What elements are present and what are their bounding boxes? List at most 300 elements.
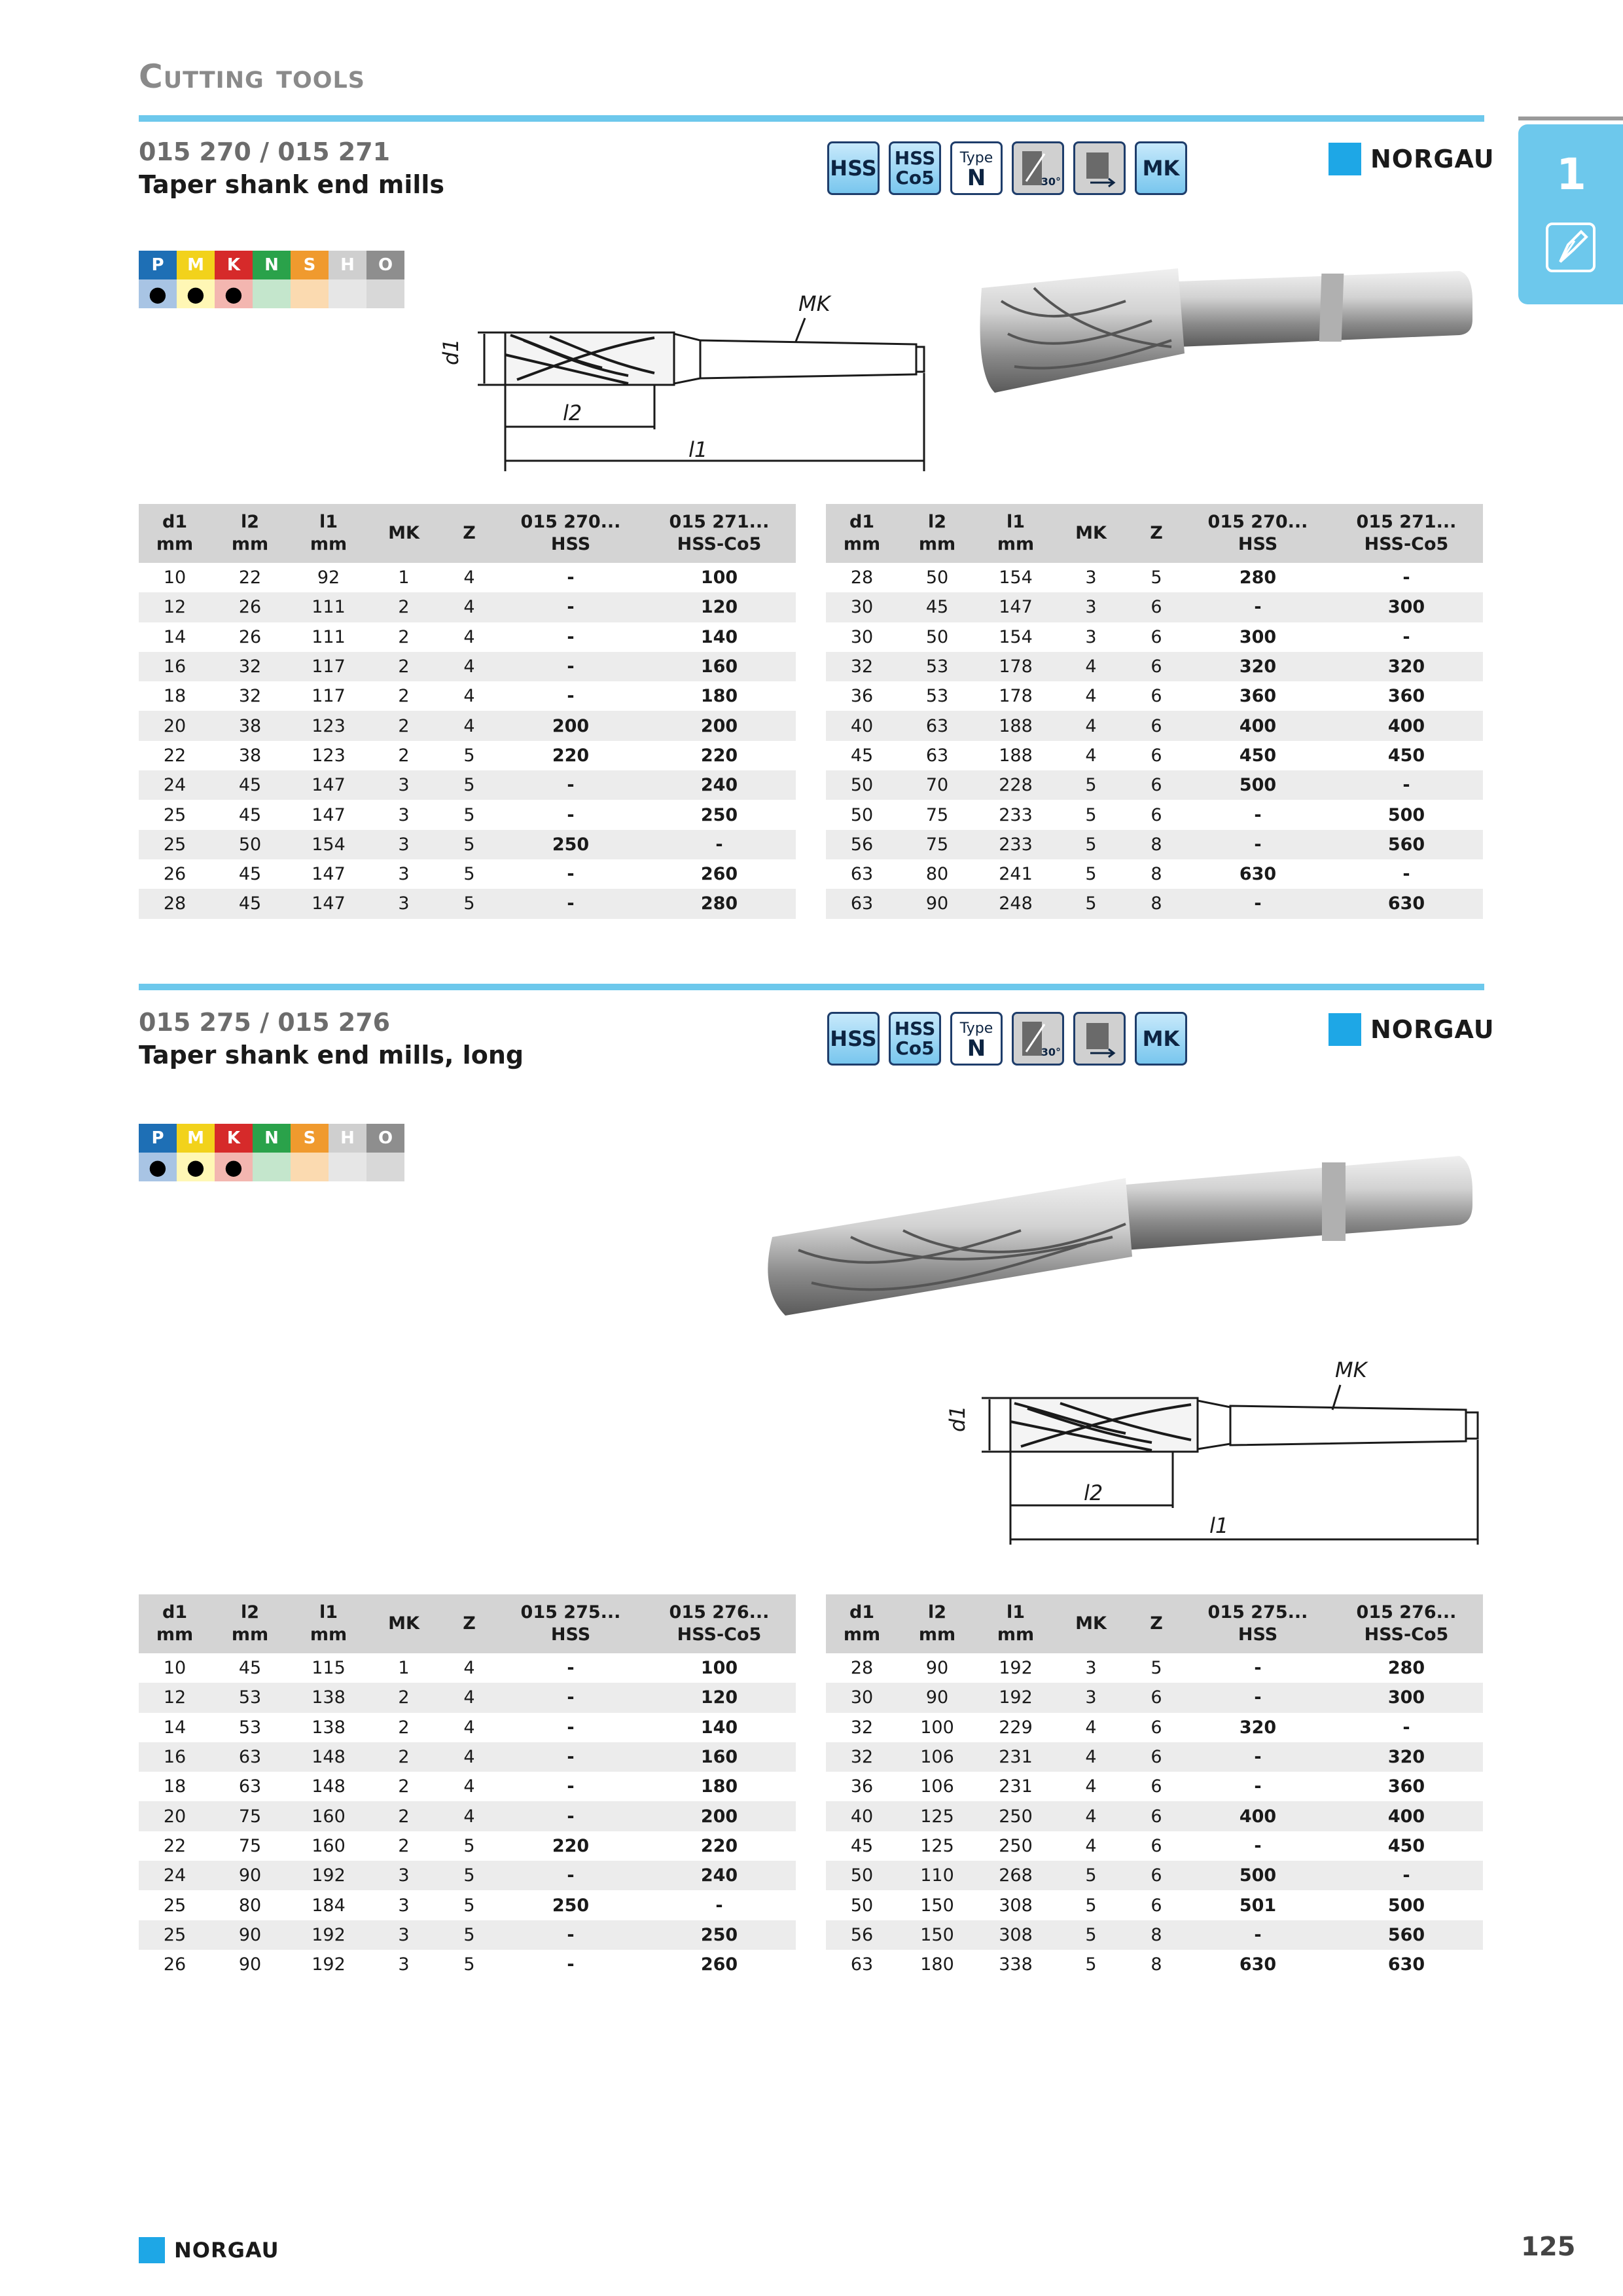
table-cell: 6 xyxy=(1127,1683,1186,1712)
material-group-n: N xyxy=(253,251,291,279)
table-cell: 320 xyxy=(1239,1717,1277,1738)
table-cell: 250 xyxy=(552,1895,590,1916)
column-header: 015 275... HSS xyxy=(499,1594,643,1653)
table-cell: 14 xyxy=(163,626,187,647)
table-row xyxy=(139,1831,796,1861)
material-group-h: H xyxy=(329,251,366,279)
material-group-s: S xyxy=(291,251,329,279)
table-cell: 140 xyxy=(700,626,738,647)
table-cell: 148 xyxy=(312,1776,346,1797)
material-group-p: P xyxy=(139,1124,177,1153)
table-cell: 280 xyxy=(643,889,796,918)
table-cell: 147 xyxy=(312,864,346,885)
end-mill-icon xyxy=(1546,223,1596,272)
table-cell: 160 xyxy=(289,1801,368,1831)
table-cell: 248 xyxy=(976,889,1055,918)
table-row xyxy=(826,1801,1483,1831)
table-cell: 5 xyxy=(1055,830,1127,859)
table-cell: 4 xyxy=(1085,686,1097,707)
table-cell: 180 xyxy=(700,686,738,707)
suitability-dot: ● xyxy=(139,279,177,308)
table-cell: 10 xyxy=(163,567,187,588)
table-header xyxy=(826,504,1483,563)
column-header: 015 270... HSS xyxy=(1186,504,1330,563)
table-cell: 180 xyxy=(920,1954,954,1975)
table-cell: 4 xyxy=(440,711,499,740)
table-cell: 36 xyxy=(850,1776,874,1797)
table-cell: 450 xyxy=(1387,745,1425,766)
table-cell: 500 xyxy=(1186,770,1330,800)
table-cell: 188 xyxy=(999,745,1033,766)
table-cell: 40 xyxy=(826,1801,898,1831)
table-cell: 26 xyxy=(163,1954,187,1975)
table-cell: 3 xyxy=(398,864,410,885)
table-cell: 50 xyxy=(850,1895,874,1916)
table-row xyxy=(826,1831,1483,1861)
table-cell: 75 xyxy=(238,1835,262,1856)
table-cell: 192 xyxy=(976,1683,1055,1712)
table-cell: 90 xyxy=(898,889,976,918)
table-cell: 220 xyxy=(700,1835,738,1856)
table-cell: 50 xyxy=(925,626,949,647)
table-cell: - xyxy=(1402,567,1410,588)
table-cell: 260 xyxy=(700,1954,738,1975)
table-cell: 450 xyxy=(1387,1835,1425,1856)
table-cell: 4 xyxy=(1085,745,1097,766)
table-cell: 5 xyxy=(463,1835,475,1856)
table-cell: - xyxy=(1402,864,1410,885)
column-header: 015 271... HSS-Co5 xyxy=(1330,504,1483,563)
table-cell: 30 xyxy=(850,626,874,647)
table-cell: - xyxy=(499,1683,643,1712)
column-header: 015 276... HSS-Co5 xyxy=(643,1594,796,1653)
table-cell: 123 xyxy=(312,745,346,766)
table-header xyxy=(139,1594,796,1653)
table-cell: 233 xyxy=(999,804,1033,825)
table-row xyxy=(139,1772,796,1801)
table-cell: 4 xyxy=(463,1717,475,1738)
table-cell: 32 xyxy=(826,652,898,681)
table-cell: 45 xyxy=(850,745,874,766)
table-cell: 40 xyxy=(826,711,898,740)
property-badges xyxy=(827,141,1187,195)
suitability-dot: ● xyxy=(177,279,215,308)
table-cell: 25 xyxy=(139,830,211,859)
table-row xyxy=(826,1653,1483,1683)
table-row xyxy=(826,563,1483,592)
table-cell: 3 xyxy=(1085,567,1097,588)
table-cell: - xyxy=(567,1954,575,1975)
material-group-k: K xyxy=(215,1124,253,1153)
hss-badge: HSS xyxy=(827,141,880,195)
mk-badge: MK xyxy=(1135,1012,1187,1066)
table-row xyxy=(826,1861,1483,1890)
table-cell: 30 xyxy=(826,1683,898,1712)
table-cell: - xyxy=(1402,626,1410,647)
table-cell: - xyxy=(567,686,575,707)
table-cell: 24 xyxy=(139,1861,211,1890)
table-cell: 30 xyxy=(826,592,898,622)
table-cell: 50 xyxy=(925,567,949,588)
page-title: Cutting tools xyxy=(139,58,366,96)
table-cell: - xyxy=(499,592,643,622)
table-cell: 147 xyxy=(976,592,1055,622)
table-cell: 1 xyxy=(398,1658,410,1679)
table-cell: 4 xyxy=(463,686,475,707)
mk-label: MK xyxy=(1335,1357,1367,1382)
table-cell: - xyxy=(1186,592,1330,622)
table-row xyxy=(139,859,796,889)
table-cell: - xyxy=(499,889,643,918)
table-cell: 140 xyxy=(700,1717,738,1738)
table-row xyxy=(139,1861,796,1890)
table-cell: 192 xyxy=(289,1861,368,1890)
table-cell: 3 xyxy=(1085,626,1097,647)
type-n-badge: Type N xyxy=(950,141,1003,195)
table-cell: 500 xyxy=(1387,1895,1425,1916)
page-number: 125 xyxy=(1521,2232,1576,2262)
table-cell: 630 xyxy=(1239,864,1277,885)
suitability-dot xyxy=(366,279,404,308)
table-cell: - xyxy=(499,652,643,681)
column-header: Z xyxy=(440,1594,499,1653)
table-cell: 6 xyxy=(1127,1861,1186,1890)
table-row xyxy=(826,770,1483,800)
table-cell: 280 xyxy=(1387,1658,1425,1679)
table-cell: 106 xyxy=(920,1776,954,1797)
table-cell: 50 xyxy=(850,804,874,825)
table-row xyxy=(826,711,1483,740)
table-cell: 50 xyxy=(826,770,898,800)
table-cell: 80 xyxy=(925,864,949,885)
table-cell: 360 xyxy=(1387,686,1425,707)
table-cell: 63 xyxy=(850,864,874,885)
table-cell: 5 xyxy=(1085,804,1097,825)
table-cell: 5 xyxy=(1150,1658,1162,1679)
technical-drawing xyxy=(432,281,942,471)
table-cell: 5 xyxy=(1085,1895,1097,1916)
table-row xyxy=(139,770,796,800)
table-cell: 200 xyxy=(643,1801,796,1831)
table-cell: 320 xyxy=(1330,652,1483,681)
table-cell: 450 xyxy=(1239,745,1277,766)
table-cell: 2 xyxy=(368,652,440,681)
table-cell: 63 xyxy=(826,889,898,918)
table-cell: - xyxy=(1186,1920,1330,1950)
column-header: d1 mm xyxy=(826,1594,898,1653)
table-cell: 188 xyxy=(976,711,1055,740)
table-cell: 50 xyxy=(826,1861,898,1890)
table-cell: 5 xyxy=(440,770,499,800)
material-group-n: N xyxy=(253,1124,291,1153)
table-cell: 5 xyxy=(1055,1920,1127,1950)
table-cell: 300 xyxy=(1330,592,1483,622)
table-cell: 250 xyxy=(976,1801,1055,1831)
table-cell: 4 xyxy=(463,626,475,647)
table-row xyxy=(826,741,1483,770)
table-cell: 53 xyxy=(898,652,976,681)
table-cell: 5 xyxy=(440,1920,499,1950)
table-cell: 20 xyxy=(139,1801,211,1831)
column-header: 015 271... HSS-Co5 xyxy=(643,504,796,563)
table-cell: 92 xyxy=(317,567,340,588)
table-cell: 75 xyxy=(925,804,949,825)
table-cell: 56 xyxy=(826,830,898,859)
material-group-grid xyxy=(139,251,404,308)
table-cell: - xyxy=(1186,1742,1330,1772)
table-cell: 106 xyxy=(898,1742,976,1772)
table-cell: 111 xyxy=(312,626,346,647)
table-cell: 160 xyxy=(643,652,796,681)
table-cell: 22 xyxy=(163,745,187,766)
table-cell: 3 xyxy=(1055,1683,1127,1712)
table-cell: 308 xyxy=(976,1920,1055,1950)
table-cell: 3 xyxy=(1085,1658,1097,1679)
mk-label: MK xyxy=(798,291,830,316)
column-header: l1 mm xyxy=(976,1594,1055,1653)
table-cell: - xyxy=(715,1895,723,1916)
table-cell: 3 xyxy=(368,770,440,800)
table-cell: 117 xyxy=(312,686,346,707)
suitability-dot: ● xyxy=(215,1153,253,1181)
table-cell: 18 xyxy=(163,1776,187,1797)
table-cell: - xyxy=(1330,1861,1483,1890)
table-cell: 50 xyxy=(211,830,289,859)
table-cell: 148 xyxy=(289,1742,368,1772)
table-cell: 3 xyxy=(368,1920,440,1950)
table-row xyxy=(826,1890,1483,1920)
table-cell: 630 xyxy=(1330,889,1483,918)
table-cell: - xyxy=(1254,1835,1262,1856)
column-header: MK xyxy=(368,1594,440,1653)
table-cell: 500 xyxy=(1186,1861,1330,1890)
table-cell: 8 xyxy=(1127,830,1186,859)
table-cell: 53 xyxy=(238,1717,262,1738)
table-cell: 630 xyxy=(1387,1954,1425,1975)
table-cell: 25 xyxy=(139,1920,211,1950)
suitability-dot xyxy=(253,1153,291,1181)
column-header: l2 mm xyxy=(211,1594,289,1653)
table-cell: 12 xyxy=(139,1683,211,1712)
material-group-o: O xyxy=(366,1124,404,1153)
table-row xyxy=(139,1683,796,1712)
l2-label: l2 xyxy=(1084,1480,1103,1505)
table-cell: - xyxy=(1254,1658,1262,1679)
table-cell: 2 xyxy=(368,1742,440,1772)
table-cell: 63 xyxy=(238,1776,262,1797)
table-cell: 501 xyxy=(1239,1895,1277,1916)
table-row xyxy=(139,1801,796,1831)
table-cell: 16 xyxy=(139,1742,211,1772)
table-cell: 110 xyxy=(898,1861,976,1890)
table-cell: 4 xyxy=(1055,1742,1127,1772)
d1-label: d1 xyxy=(438,338,463,365)
table-row xyxy=(826,681,1483,711)
table-cell: 4 xyxy=(463,1776,475,1797)
table-cell: 150 xyxy=(898,1920,976,1950)
material-group-k: K xyxy=(215,251,253,279)
table-cell: 320 xyxy=(1330,1742,1483,1772)
table-cell: 125 xyxy=(898,1801,976,1831)
table-cell: - xyxy=(567,1717,575,1738)
table-cell: 400 xyxy=(1186,711,1330,740)
table-cell: 400 xyxy=(1330,711,1483,740)
table-cell: 100 xyxy=(700,567,738,588)
table-cell: 120 xyxy=(643,592,796,622)
column-header: l1 mm xyxy=(976,504,1055,563)
table-cell: 125 xyxy=(920,1835,954,1856)
table-cell: 240 xyxy=(643,770,796,800)
table-cell: 300 xyxy=(1330,1683,1483,1712)
table-cell: 3 xyxy=(368,830,440,859)
table-cell: 160 xyxy=(643,1742,796,1772)
mk-badge: MK xyxy=(1135,141,1187,195)
table-cell: 28 xyxy=(850,1658,874,1679)
spec-table xyxy=(139,1594,796,1979)
table-cell: 220 xyxy=(700,745,738,766)
table-cell: 192 xyxy=(999,1658,1033,1679)
table-cell: 63 xyxy=(211,1742,289,1772)
table-row xyxy=(139,1950,796,1979)
side-tab-rule xyxy=(1518,117,1623,120)
table-cell: - xyxy=(1254,1776,1262,1797)
table-cell: 2 xyxy=(398,1835,410,1856)
table-cell: - xyxy=(567,1776,575,1797)
table-cell: 24 xyxy=(139,770,211,800)
table-cell: 6 xyxy=(1127,1801,1186,1831)
table-cell: - xyxy=(567,864,575,885)
table-row xyxy=(139,652,796,681)
table-row xyxy=(826,1713,1483,1742)
table-cell: 6 xyxy=(1127,770,1186,800)
column-header: 015 270... HSS xyxy=(499,504,643,563)
cutting-direction-icon xyxy=(1073,141,1126,195)
table-cell: 26 xyxy=(211,592,289,622)
table-cell: - xyxy=(1186,830,1330,859)
table-cell: 6 xyxy=(1150,804,1162,825)
table-row xyxy=(139,711,796,740)
table-cell: 560 xyxy=(1330,1920,1483,1950)
table-cell: 5 xyxy=(463,745,475,766)
table-cell: 184 xyxy=(312,1895,346,1916)
table-cell: - xyxy=(1186,889,1330,918)
table-row xyxy=(139,592,796,622)
suitability-dot: ● xyxy=(177,1153,215,1181)
suitability-dot xyxy=(291,279,329,308)
table-cell: 147 xyxy=(289,770,368,800)
table-cell: 5 xyxy=(440,1861,499,1890)
table-cell: 90 xyxy=(211,1861,289,1890)
table-cell: 3 xyxy=(368,1861,440,1890)
table-cell: 25 xyxy=(163,1895,187,1916)
column-header: 015 276... HSS-Co5 xyxy=(1330,1594,1483,1653)
table-cell: 268 xyxy=(976,1861,1055,1890)
column-header: d1 mm xyxy=(139,504,211,563)
material-group-p: P xyxy=(139,251,177,279)
table-cell: 5 xyxy=(463,864,475,885)
table-cell: - xyxy=(499,1801,643,1831)
table-cell: 241 xyxy=(999,864,1033,885)
table-cell: 70 xyxy=(898,770,976,800)
table-row xyxy=(826,1920,1483,1950)
table-row xyxy=(139,889,796,918)
material-group-grid xyxy=(139,1124,404,1181)
cutting-direction-icon xyxy=(1073,1012,1126,1066)
table-cell: 5 xyxy=(1085,1954,1097,1975)
column-header: MK xyxy=(1055,1594,1127,1653)
table-cell: 5 xyxy=(463,1895,475,1916)
table-cell: 3 xyxy=(368,889,440,918)
table-row xyxy=(826,1683,1483,1712)
column-header: MK xyxy=(1055,504,1127,563)
table-cell: 200 xyxy=(643,711,796,740)
product-image xyxy=(955,262,1479,419)
table-cell: 5 xyxy=(463,804,475,825)
property-badges xyxy=(827,1012,1187,1066)
suitability-dot: ● xyxy=(215,279,253,308)
table-cell: 3 xyxy=(1055,592,1127,622)
table-cell: 45 xyxy=(238,864,262,885)
table-cell: 630 xyxy=(1239,1954,1277,1975)
suitability-dot xyxy=(291,1153,329,1181)
spec-table xyxy=(826,1594,1483,1979)
table-cell: 154 xyxy=(999,567,1033,588)
table-cell: 500 xyxy=(1387,804,1425,825)
brand-logo: NORGAU xyxy=(1329,143,1495,175)
table-cell: 3 xyxy=(398,1954,410,1975)
table-cell: 178 xyxy=(999,686,1033,707)
table-cell: 14 xyxy=(163,1717,187,1738)
table-cell: 90 xyxy=(925,1658,949,1679)
table-row xyxy=(139,1713,796,1742)
table-cell: 178 xyxy=(976,652,1055,681)
table-row xyxy=(139,1653,796,1683)
chapter-number: 1 xyxy=(1556,149,1586,200)
table-row xyxy=(139,741,796,770)
table-cell: 1 xyxy=(398,567,410,588)
table-cell: 147 xyxy=(289,889,368,918)
table-cell: 240 xyxy=(643,1861,796,1890)
table-cell: 4 xyxy=(440,1683,499,1712)
material-group-m: M xyxy=(177,1124,215,1153)
d1-label: d1 xyxy=(945,1405,970,1432)
table-cell: 5 xyxy=(1085,864,1097,885)
table-cell: - xyxy=(499,1742,643,1772)
table-cell: 280 xyxy=(1239,567,1277,588)
table-cell: 560 xyxy=(1330,830,1483,859)
column-header: l1 mm xyxy=(289,504,368,563)
material-group-s: S xyxy=(291,1124,329,1153)
table-cell: 2 xyxy=(398,1776,410,1797)
table-cell: - xyxy=(1186,1683,1330,1712)
suitability-dot xyxy=(329,1153,366,1181)
table-cell: 4 xyxy=(463,1658,475,1679)
table-cell: 5 xyxy=(1055,770,1127,800)
table-cell: 250 xyxy=(643,1920,796,1950)
table-cell: 38 xyxy=(238,745,262,766)
table-cell: 6 xyxy=(1150,626,1162,647)
table-cell: 154 xyxy=(289,830,368,859)
hss-co5-badge: HSS Co5 xyxy=(889,141,941,195)
table-cell: 6 xyxy=(1127,1742,1186,1772)
table-cell: - xyxy=(567,1658,575,1679)
table-cell: - xyxy=(499,770,643,800)
table-cell: 5 xyxy=(1150,567,1162,588)
brand-logo: NORGAU xyxy=(1329,1013,1495,1046)
table-cell: 8 xyxy=(1127,1920,1186,1950)
table-cell: 6 xyxy=(1150,1835,1162,1856)
table-row xyxy=(826,1772,1483,1801)
